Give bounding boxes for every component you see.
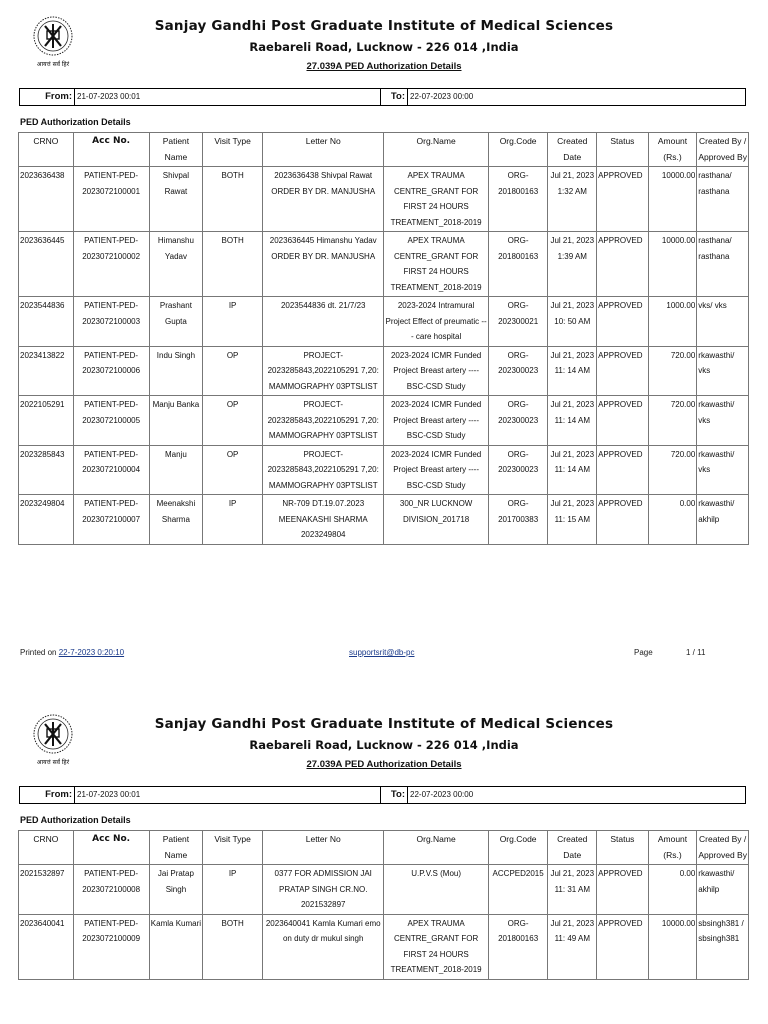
- printed-on: Printed on 22-7-2023 0:20:10: [20, 648, 125, 657]
- column-header-patient-name: Patient Name: [149, 133, 203, 167]
- cell-letter: 2023640041 Kamla Kumari emo on duty dr mukul singh: [262, 914, 383, 979]
- cell-acc: PATIENT-PED-2023072100005: [73, 396, 149, 446]
- column-header-status: Status: [597, 831, 649, 865]
- cell-name: Kamla Kumari: [149, 914, 203, 979]
- table-header-row: [19, 133, 749, 167]
- cell-code: ORG-201700383: [488, 495, 548, 545]
- cell-visit: IP: [203, 865, 263, 915]
- cell-visit: IP: [203, 495, 263, 545]
- cell-letter: 2023636445 Himanshu Yadav ORDER BY DR. MANJUSHA: [262, 232, 383, 297]
- cell-crno: 2023249804: [19, 495, 74, 545]
- column-header-created-by: Created By / Approved By: [697, 133, 749, 167]
- column-header-acc-no: Acc No.: [73, 831, 149, 865]
- cell-by: rkawasthi/ akhilp: [697, 495, 749, 545]
- cell-org: 300_NR LUCKNOW DIVISION_201718: [384, 495, 488, 545]
- to-value: 22-07-2023 00:00: [410, 790, 474, 799]
- table-header-row: [19, 831, 749, 865]
- institute-address: Raebareli Road, Lucknow - 226 014 ,India: [249, 738, 519, 752]
- cell-name: Manju: [149, 445, 203, 495]
- section-title: PED Authorization Details: [20, 815, 131, 825]
- cell-crno: 2023636438: [19, 167, 74, 232]
- cell-status: APPROVED: [597, 445, 649, 495]
- column-header-status: Status: [597, 133, 649, 167]
- cell-date: Jul 21, 2023 11: 31 AM: [548, 865, 597, 915]
- cell-code: ORG-202300023: [488, 346, 548, 396]
- table-row: [19, 167, 749, 232]
- cell-amount: 0.00: [648, 865, 697, 915]
- cell-letter: 0377 FOR ADMISSION JAI PRATAP SINGH CR.NO. 2021532897: [262, 865, 383, 915]
- authorization-table: [18, 830, 749, 980]
- cell-org: APEX TRAUMA CENTRE_GRANT FOR FIRST 24 HOURS TREATMENT_2018-2019: [384, 914, 488, 979]
- table-row: [19, 914, 749, 979]
- column-header-org-name: Org.Name: [384, 831, 488, 865]
- table-row: [19, 232, 749, 297]
- from-value: 21-07-2023 00:01: [77, 790, 141, 799]
- cell-letter: 2023636438 Shivpal Rawat ORDER BY DR. MANJUSHA: [262, 167, 383, 232]
- cell-status: APPROVED: [597, 297, 649, 347]
- cell-acc: PATIENT-PED-2023072100002: [73, 232, 149, 297]
- cell-amount: 10000.00: [648, 167, 697, 232]
- cell-org: APEX TRAUMA CENTRE_GRANT FOR FIRST 24 HOURS TREATMENT_2018-2019: [384, 232, 488, 297]
- cell-letter: NR-709 DT.19.07.2023 MEENAKASHI SHARMA 2023249804: [262, 495, 383, 545]
- cell-org: U.P.V.S (Mou): [384, 865, 488, 915]
- column-header-org-code: Org.Code: [488, 133, 548, 167]
- cell-amount: 10000.00: [648, 914, 697, 979]
- cell-status: APPROVED: [597, 914, 649, 979]
- cell-acc: PATIENT-PED-2023072100004: [73, 445, 149, 495]
- table-row: [19, 297, 749, 347]
- report-title: 27.039A PED Authorization Details: [306, 759, 462, 770]
- cell-amount: 10000.00: [648, 232, 697, 297]
- cell-org: 2023-2024 Intramural Project Effect of preumatic --- care hospital: [384, 297, 488, 347]
- table-row: [19, 865, 749, 915]
- svg-text:आयत्तं सर्वं हिरं: आयत्तं सर्वं हिरं: [36, 759, 70, 766]
- cell-by: rkawasthi/ vks: [697, 445, 749, 495]
- cell-visit: BOTH: [203, 914, 263, 979]
- page-number: 1 / 11: [686, 648, 706, 657]
- report-title: 27.039A PED Authorization Details: [306, 61, 462, 72]
- cell-code: ORG-201800163: [488, 167, 548, 232]
- institute-name: Sanjay Gandhi Post Graduate Institute of Medical Sciences: [154, 18, 614, 34]
- cell-visit: BOTH: [203, 167, 263, 232]
- column-header-created-by: Created By / Approved By: [697, 831, 749, 865]
- cell-name: Shivpal Rawat: [149, 167, 203, 232]
- column-header-org-name: Org.Name: [384, 133, 488, 167]
- cell-status: APPROVED: [597, 167, 649, 232]
- cell-name: Indu Singh: [149, 346, 203, 396]
- cell-visit: BOTH: [203, 232, 263, 297]
- cell-by: rkawasthi/ akhilp: [697, 865, 749, 915]
- column-header-crno: CRNO: [19, 133, 74, 167]
- institute-name: Sanjay Gandhi Post Graduate Institute of Medical Sciences: [154, 716, 614, 732]
- cell-status: APPROVED: [597, 495, 649, 545]
- to-value: 22-07-2023 00:00: [410, 92, 474, 101]
- cell-letter: 2023544836 dt. 21/7/23: [262, 297, 383, 347]
- column-header-amount: Amount (Rs.): [648, 831, 697, 865]
- cell-date: Jul 21, 2023 11: 14 AM: [548, 346, 597, 396]
- institute-address: Raebareli Road, Lucknow - 226 014 ,India: [249, 40, 519, 54]
- cell-status: APPROVED: [597, 346, 649, 396]
- date-range-bar: [19, 88, 746, 106]
- cell-date: Jul 21, 2023 10: 50 AM: [548, 297, 597, 347]
- column-header-letter-no: Letter No: [262, 133, 383, 167]
- cell-name: Manju Banka: [149, 396, 203, 446]
- cell-code: ORG-201800163: [488, 232, 548, 297]
- cell-date: Jul 21, 2023 11: 49 AM: [548, 914, 597, 979]
- from-value: 21-07-2023 00:01: [77, 92, 141, 101]
- cell-date: Jul 21, 2023 11: 14 AM: [548, 445, 597, 495]
- date-range-bar: [19, 786, 746, 804]
- cell-org: 2023-2024 ICMR Funded Project Breast artery ---- BSC-CSD Study: [384, 396, 488, 446]
- from-label: From:: [20, 89, 75, 105]
- cell-date: Jul 21, 2023 1:32 AM: [548, 167, 597, 232]
- cell-status: APPROVED: [597, 865, 649, 915]
- column-header-created-date: Created Date: [548, 831, 597, 865]
- cell-name: Jai Pratap Singh: [149, 865, 203, 915]
- to-label: To:: [380, 89, 408, 105]
- cell-amount: 720.00: [648, 396, 697, 446]
- column-header-acc-no: Acc No.: [73, 133, 149, 167]
- cell-code: ORG-202300023: [488, 445, 548, 495]
- cell-name: Prashant Gupta: [149, 297, 203, 347]
- cell-by: sbsingh381 / sbsingh381: [697, 914, 749, 979]
- cell-code: ACCPED2015: [488, 865, 548, 915]
- table-row: [19, 445, 749, 495]
- cell-crno: 2023636445: [19, 232, 74, 297]
- cell-amount: 720.00: [648, 346, 697, 396]
- cell-code: ORG-202300021: [488, 297, 548, 347]
- cell-by: rkawasthi/ vks: [697, 396, 749, 446]
- column-header-letter-no: Letter No: [262, 831, 383, 865]
- cell-by: vks/ vks: [697, 297, 749, 347]
- cell-by: rasthana/ rasthana: [697, 167, 749, 232]
- cell-acc: PATIENT-PED-2023072100009: [73, 914, 149, 979]
- cell-crno: 2021532897: [19, 865, 74, 915]
- cell-letter: PROJECT-2023285843,2022105291 7,20: MAMMOGRAPHY 03PTSLIST: [262, 445, 383, 495]
- table-row: [19, 495, 749, 545]
- svg-text:आयत्तं सर्वं हिरं: आयत्तं सर्वं हिरं: [36, 61, 70, 68]
- cell-name: Himanshu Yadav: [149, 232, 203, 297]
- cell-org: APEX TRAUMA CENTRE_GRANT FOR FIRST 24 HOURS TREATMENT_2018-2019: [384, 167, 488, 232]
- cell-visit: OP: [203, 396, 263, 446]
- cell-name: Meenakshi Sharma: [149, 495, 203, 545]
- cell-acc: PATIENT-PED-2023072100006: [73, 346, 149, 396]
- section-title: PED Authorization Details: [20, 117, 131, 127]
- column-header-amount: Amount (Rs.): [648, 133, 697, 167]
- support-link[interactable]: supportsrit@db-pc: [349, 648, 415, 657]
- cell-crno: 2023413822: [19, 346, 74, 396]
- column-header-org-code: Org.Code: [488, 831, 548, 865]
- cell-acc: PATIENT-PED-2023072100008: [73, 865, 149, 915]
- cell-status: APPROVED: [597, 396, 649, 446]
- cell-crno: 2023640041: [19, 914, 74, 979]
- cell-crno: 2022105291: [19, 396, 74, 446]
- cell-org: 2023-2024 ICMR Funded Project Breast artery ---- BSC-CSD Study: [384, 445, 488, 495]
- report-page-2: [0, 698, 768, 1024]
- cell-code: ORG-201800163: [488, 914, 548, 979]
- to-label: To:: [380, 787, 408, 803]
- cell-org: 2023-2024 ICMR Funded Project Breast artery ---- BSC-CSD Study: [384, 346, 488, 396]
- cell-amount: 720.00: [648, 445, 697, 495]
- cell-by: rkawasthi/ vks: [697, 346, 749, 396]
- authorization-table: [18, 132, 749, 545]
- cell-crno: 2023285843: [19, 445, 74, 495]
- column-header-visit-type: Visit Type: [203, 831, 263, 865]
- cell-visit: IP: [203, 297, 263, 347]
- cell-code: ORG-202300023: [488, 396, 548, 446]
- cell-amount: 1000.00: [648, 297, 697, 347]
- cell-date: Jul 21, 2023 11: 14 AM: [548, 396, 597, 446]
- cell-status: APPROVED: [597, 232, 649, 297]
- column-header-visit-type: Visit Type: [203, 133, 263, 167]
- cell-visit: OP: [203, 346, 263, 396]
- cell-visit: OP: [203, 445, 263, 495]
- cell-crno: 2023544836: [19, 297, 74, 347]
- column-header-created-date: Created Date: [548, 133, 597, 167]
- cell-acc: PATIENT-PED-2023072100007: [73, 495, 149, 545]
- table-row: [19, 346, 749, 396]
- cell-letter: PROJECT-2023285843,2022105291 7,20: MAMMOGRAPHY 03PTSLIST: [262, 346, 383, 396]
- cell-date: Jul 21, 2023 1:39 AM: [548, 232, 597, 297]
- column-header-crno: CRNO: [19, 831, 74, 865]
- page-label: Page: [634, 648, 653, 657]
- cell-amount: 0.00: [648, 495, 697, 545]
- cell-date: Jul 21, 2023 11: 15 AM: [548, 495, 597, 545]
- cell-acc: PATIENT-PED-2023072100003: [73, 297, 149, 347]
- table-row: [19, 396, 749, 446]
- cell-by: rasthana/ rasthana: [697, 232, 749, 297]
- cell-acc: PATIENT-PED-2023072100001: [73, 167, 149, 232]
- from-label: From:: [20, 787, 75, 803]
- cell-letter: PROJECT-2023285843,2022105291 7,20: MAMMOGRAPHY 03PTSLIST: [262, 396, 383, 446]
- column-header-patient-name: Patient Name: [149, 831, 203, 865]
